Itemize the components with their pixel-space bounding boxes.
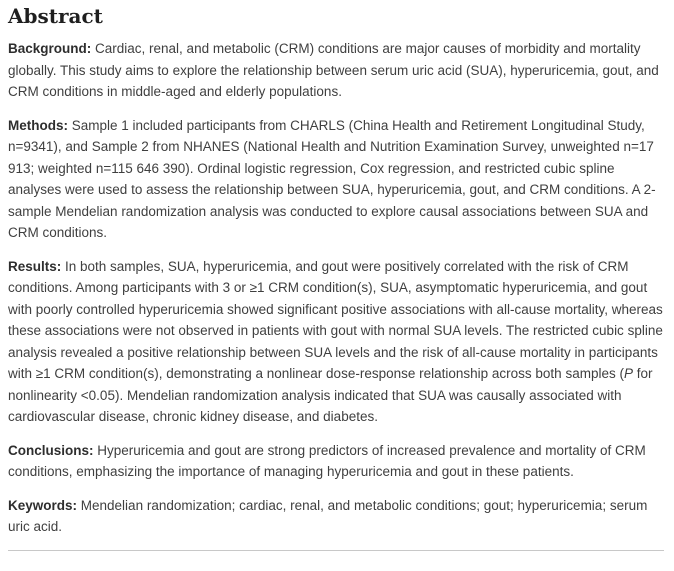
section-background-label: Background:	[8, 41, 92, 56]
abstract-title: Abstract	[8, 4, 103, 28]
section-results	[8, 256, 664, 428]
section-keywords-text: Mendelian randomization; cardiac, renal, and metabolic conditions; gout; hyperuricemia; serum uric acid.	[8, 497, 648, 534]
section-methods-label: Methods:	[8, 117, 68, 133]
section-methods	[8, 115, 664, 244]
section-results-text-before: In both samples, SUA, hyperuricemia, and gout were positively correlated with the risk of CRM conditions. Among participants with 3 or ≥1 CRM condition(s), SUA, asymptomatic hyperuricemia, and gout with poorly controlled hyperuricemia showed significant positive associations with all-cause mortality, whereas these associations were not observed in patients with gout with normal SUA levels. The restricted cubic spline analysis revealed a positive relationship between SUA levels and the risk of all-cause mortality in participants with ≥1 CRM condition(s), demonstrating a nonlinear dose-response relationship across both samples (	[8, 258, 663, 381]
section-keywords-label: Keywords:	[8, 497, 78, 513]
section-background-text: Cardiac, renal, and metabolic (CRM) conditions are major causes of morbidity and mortality globally. This study aims to explore the relationship between serum uric acid (SUA), hyperuricemia, gout, and CRM conditions in middle-aged and elderly populations.	[8, 41, 659, 99]
section-background	[8, 38, 664, 103]
section-results-italic-p: P	[623, 366, 633, 381]
bottom-divider	[8, 550, 664, 551]
section-results-label: Results:	[8, 258, 62, 274]
section-conclusions-text: Hyperuricemia and gout are strong predictors of increased prevalence and mortality of CRM conditions, emphasizing the importance of managing hyperuricemia and gout in these patients.	[8, 442, 646, 479]
section-methods-text: Sample 1 included participants from CHARLS (China Health and Retirement Longitudinal Study, n=9341), and Sample 2 from NHANES (National Health and Nutrition Examination Survey, unweighted n=17 913; weighted n=115 646 390). Ordinal logistic regression, Cox regression, and restricted cubic spline analyses were used to assess the relationship between SUA, hyperuricemia, gout, and CRM conditions. A 2-sample Mendelian randomization analysis was conducted to explore causal associations between SUA and CRM conditions.	[8, 117, 656, 240]
section-conclusions	[8, 440, 664, 483]
section-results-text-after: for nonlinearity <0.05). Mendelian randomization analysis indicated that SUA was causally associated with cardiovascular disease, chronic kidney disease, and diabetes.	[8, 366, 653, 424]
section-conclusions-label: Conclusions:	[8, 442, 94, 458]
section-keywords	[8, 495, 664, 538]
